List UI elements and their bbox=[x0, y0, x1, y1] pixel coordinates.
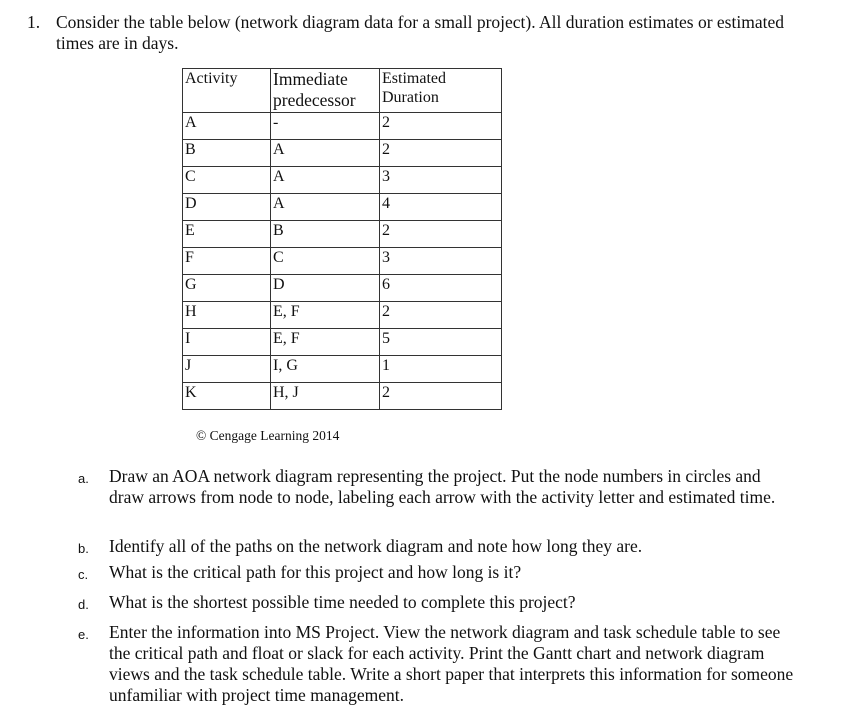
question-text: Consider the table below (network diagram data for a small project). All duration estimates or estimated times are in days. bbox=[56, 12, 784, 53]
predecessor-cell: H, J bbox=[271, 383, 380, 410]
predecessor-cell: C bbox=[271, 248, 380, 275]
subquestion-letter: a. bbox=[78, 471, 89, 486]
table-row bbox=[183, 302, 502, 329]
subquestion-text: Enter the information into MS Project. View the network diagram and task schedule table to see the critical path and float or slack for each activity. Print the Gantt chart and network diagram views and the task schedule table. Write a short paper that interprets this information for someone unfamiliar with project time management. bbox=[109, 622, 794, 705]
duration-cell: 2 bbox=[380, 113, 502, 140]
duration-cell: 2 bbox=[380, 221, 502, 248]
predecessor-cell: - bbox=[271, 113, 380, 140]
duration-cell: 2 bbox=[380, 140, 502, 167]
predecessor-cell: A bbox=[271, 194, 380, 221]
predecessor-cell: E, F bbox=[271, 302, 380, 329]
table-row bbox=[183, 383, 502, 410]
header-activity: Activity bbox=[183, 69, 271, 113]
activity-cell: E bbox=[183, 221, 271, 248]
duration-cell: 3 bbox=[380, 248, 502, 275]
activity-cell: C bbox=[183, 167, 271, 194]
table-row bbox=[183, 167, 502, 194]
activity-cell: A bbox=[183, 113, 271, 140]
table-row bbox=[183, 194, 502, 221]
predecessor-cell: A bbox=[271, 167, 380, 194]
subquestion-letter: e. bbox=[78, 627, 89, 642]
question-number: 1. bbox=[27, 12, 41, 32]
duration-cell: 2 bbox=[380, 383, 502, 410]
predecessor-cell: A bbox=[271, 140, 380, 167]
subquestion-letter: d. bbox=[78, 597, 89, 612]
predecessor-cell: B bbox=[271, 221, 380, 248]
duration-cell: 1 bbox=[380, 356, 502, 383]
activity-cell: F bbox=[183, 248, 271, 275]
subquestion-text: Draw an AOA network diagram representing the project. Put the node numbers in circles and draw arrows from node to node, labeling each arrow with the activity letter and estimated time. bbox=[109, 466, 776, 507]
table-row bbox=[183, 356, 502, 383]
subquestion-text: What is the critical path for this project and how long is it? bbox=[109, 562, 522, 582]
activity-cell: D bbox=[183, 194, 271, 221]
copyright-caption: © Cengage Learning 2014 bbox=[196, 428, 340, 443]
duration-cell: 5 bbox=[380, 329, 502, 356]
predecessor-cell: D bbox=[271, 275, 380, 302]
subquestion-letter: b. bbox=[78, 541, 89, 556]
table-row bbox=[183, 329, 502, 356]
duration-cell: 3 bbox=[380, 167, 502, 194]
predecessor-cell: I, G bbox=[271, 356, 380, 383]
activity-cell: B bbox=[183, 140, 271, 167]
subquestion-text: What is the shortest possible time needed to complete this project? bbox=[109, 592, 576, 612]
activity-cell: K bbox=[183, 383, 271, 410]
table-header-row bbox=[183, 69, 502, 113]
activity-cell: I bbox=[183, 329, 271, 356]
predecessor-cell: E, F bbox=[271, 329, 380, 356]
table-row bbox=[183, 248, 502, 275]
duration-cell: 4 bbox=[380, 194, 502, 221]
subquestion-text: Identify all of the paths on the network diagram and note how long they are. bbox=[109, 536, 643, 556]
activity-cell: J bbox=[183, 356, 271, 383]
table-row bbox=[183, 221, 502, 248]
activity-cell: H bbox=[183, 302, 271, 329]
duration-cell: 2 bbox=[380, 302, 502, 329]
network-data-table bbox=[182, 68, 502, 410]
activity-cell: G bbox=[183, 275, 271, 302]
table-row bbox=[183, 113, 502, 140]
subquestion-letter: c. bbox=[78, 567, 89, 582]
duration-cell: 6 bbox=[380, 275, 502, 302]
table-row bbox=[183, 140, 502, 167]
header-duration: Estimated Duration bbox=[380, 69, 502, 113]
table-row bbox=[183, 275, 502, 302]
header-predecessor: Immediate predecessor bbox=[271, 69, 380, 113]
